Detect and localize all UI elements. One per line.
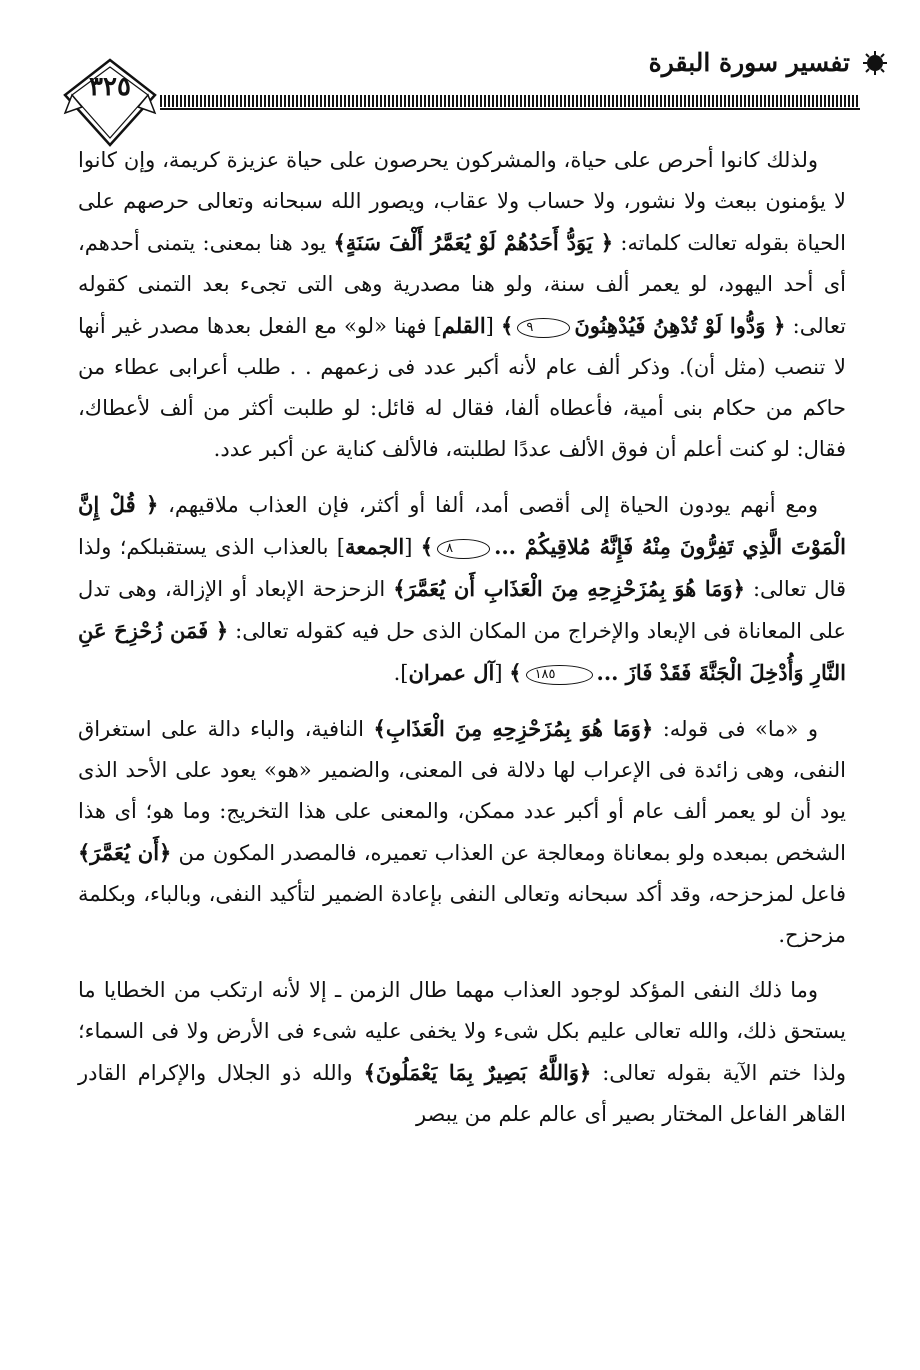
surah-reference: القلم xyxy=(441,313,486,338)
body-text: يود هنا بمعنى: يتمنى أحدهم، أى أحد اليهود، لو يعمر ألف سنة، ولو هنا مصدرية وهى التى تجىء بعد التمنى كقوله تعالى: xyxy=(78,231,846,338)
surah-reference: الجمعة xyxy=(344,534,405,559)
ayah-number-mark: ٩ xyxy=(517,318,570,338)
quran-verse: ﴿ قُلْ إِنَّ الْمَوْتَ الَّذِي تَفِرُّونَ مِنْهُ فَإِنَّهُ مُلاقِيكُمْ ... xyxy=(78,492,846,559)
body-text: [ xyxy=(404,535,421,559)
body-text: وما ذلك النفى المؤكد لوجود العذاب مهما طال الزمن ـ إلا لأنه ارتكب من الخطايا ما يستحق ذلك، والله تعالى عليم بكل شىء ولا يخفى عليه شىء فى الأرض ولا فى السماء؛ ولذا ختم الآية بقوله تعالى: xyxy=(78,978,846,1085)
body-text: و «ما» فى قوله: xyxy=(653,717,819,741)
page-header xyxy=(0,0,920,140)
body-text: الزحزحة الإبعاد أو الإزالة، وهى تدل على المعاناة فى الإبعاد والإخراج من المكان الذى حل فيه كقوله تعالى: xyxy=(78,577,846,643)
body-text: والله ذو الجلال والإكرام القادر القاهر الفاعل المختار بصير أى عالم علم من يبصر xyxy=(78,1061,846,1126)
quran-verse: ﴿وَمَا هُوَ بِمُزَحْزِحِهِ مِنَ الْعَذَابِ﴾ xyxy=(373,716,654,741)
body-text: [ xyxy=(494,661,510,685)
ornament-icon xyxy=(862,50,888,76)
page-number-badge xyxy=(60,55,160,150)
quran-verse: ﴾ xyxy=(509,660,522,685)
body-text: ] بالعذاب الذى يستقبلكم؛ ولذا قال تعالى: xyxy=(78,535,846,601)
body-text: [ xyxy=(485,314,502,338)
body-text: فاعل لمزحزحه، وقد أكد سبحانه وتعالى النفى بإعادة الضمير لتأكيد النفى، وبالباء، وبكلمة مزحزح. xyxy=(78,882,846,947)
quran-verse: ﴿ فَمَن زُحْزِحَ عَنِ النَّارِ وَأُدْخِلَ الْجَنَّةَ فَقَدْ فَازَ ... xyxy=(78,618,846,685)
quran-verse: ﴿ يَوَدُّ أَحَدُهُمْ لَوْ يُعَمَّرُ أَلْفَ سَنَةٍ﴾ xyxy=(333,230,614,255)
quran-verse: ﴿أَن يُعَمَّرَ﴾ xyxy=(78,840,172,865)
page-body xyxy=(78,140,846,1149)
paragraph xyxy=(78,484,846,694)
surah-reference: آل عمران xyxy=(408,660,495,685)
header-rule-line xyxy=(160,108,860,110)
body-text: ]. xyxy=(393,661,409,685)
paragraph xyxy=(78,970,846,1135)
body-text: ] فهنا «لو» مع الفعل بعدها مصدر غير أنها لا تنصب (مثل أن). وذكر ألف عام لأنه أكبر عدد فى زعمهم . . طلب أعرابى عطاء من حاكم من حكام بنى أمية، فأعطاه ألفا، فقال له قائل: لو طلبت أكثر من ألف لأعطاك، فقال: لو كنت أعلم أن فوق الألف عددًا لطلبته، فالألف كناية عن أكبر عدد. xyxy=(78,314,846,461)
body-text: النافية، والباء دالة على استغراق النفى، وهى زائدة فى الإعراب لها دلالة فى المعنى، والضمير «هو» يعود على الأحد الذى يود أن لو يعمر ألف عام أو أكبر عدد ممكن، والمعنى على هذا التخريج: وما هو؛ أى هذا الشخص بمبعده ولو بمعاناة ومعالجة عن العذاب تعميره، فالمصدر المكون من xyxy=(78,717,846,865)
quran-verse: ﴾ xyxy=(501,313,514,338)
running-title: تفسير سورة البقرة xyxy=(648,48,850,77)
header-rule xyxy=(160,95,860,107)
quran-verse: ﴿ وَدُّوا لَوْ تُدْهِنُ فَيُدْهِنُونَ xyxy=(574,313,786,338)
ayah-number-mark: ٨ xyxy=(437,539,490,559)
quran-verse: ﴿وَاللَّهُ بَصِيرٌ بِمَا يَعْمَلُونَ﴾ xyxy=(363,1060,592,1085)
ayah-number-mark: ١٨٥ xyxy=(526,665,593,685)
page-number: ٣٢٥ xyxy=(89,72,131,102)
paragraph xyxy=(78,140,846,470)
quran-verse: ﴾ xyxy=(420,534,434,559)
paragraph xyxy=(78,708,846,956)
body-text: ومع أنهم يودون الحياة إلى أقصى أمد، ألفا أو أكثر، فإن العذاب ملاقيهم، xyxy=(158,493,818,517)
body-text: ولذلك كانوا أحرص على حياة، والمشركون يحرصون على حياة عزيزة كريمة، وإن كانوا لا يؤمنون ببعث ولا نشور، ولا حساب ولا عقاب، ويصور الله سبحانه وتعالى حرصهم على الحياة بقوله تعالت كلماته: xyxy=(78,148,847,255)
quran-verse: ﴿وَمَا هُوَ بِمُزَحْزِحِهِ مِنَ الْعَذَابِ أَن يُعَمَّرَ﴾ xyxy=(393,576,745,601)
